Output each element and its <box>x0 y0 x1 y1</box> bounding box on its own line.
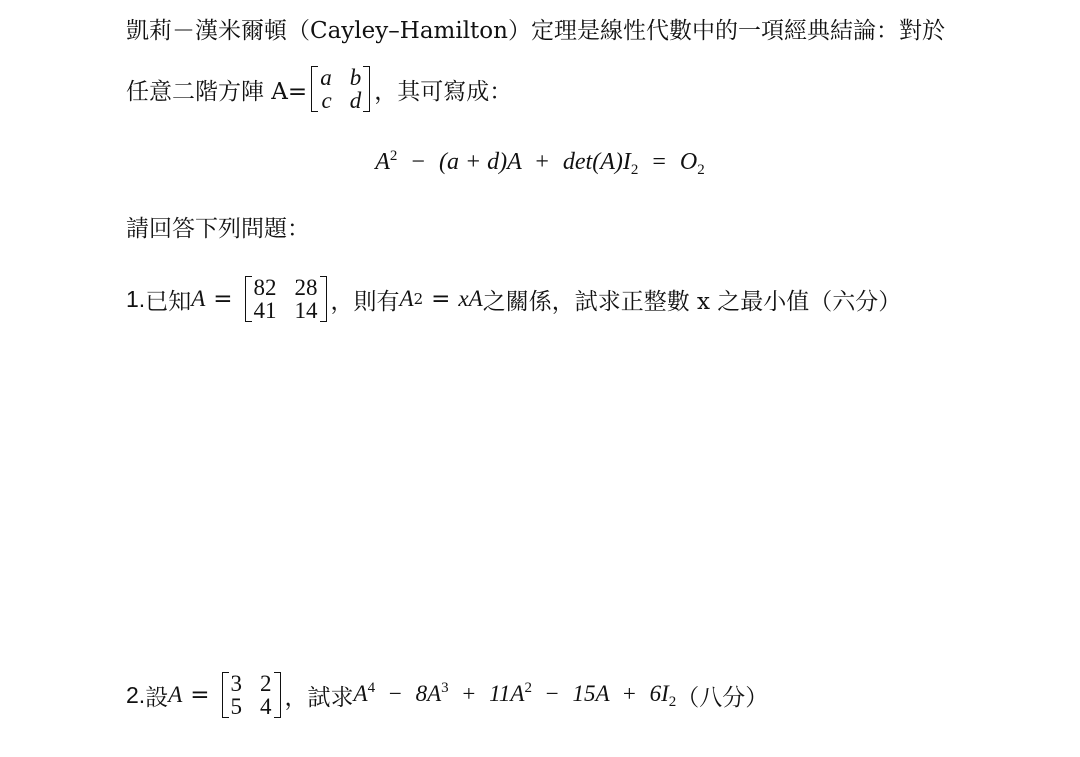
question-2-expression: $A^4 - 8A^3 + 11A^2 - 15A + 6I_2$ <box>353 679 677 710</box>
general-matrix <box>311 66 370 112</box>
q2-entry-11: 3 <box>230 671 243 696</box>
q1-entry-22: 14 <box>294 298 318 323</box>
intro-text-1: 凱莉－漢米爾頓（Cayley–Hamilton）定理是線性代數中的一項經典結論：對於 <box>126 18 945 44</box>
intro-text-2-suffix: ，其可寫成： <box>374 78 513 105</box>
matrix-entry-b: b <box>349 65 362 90</box>
matrix-entry-d: d <box>349 88 362 113</box>
prompt-text: 請回答下列問題： <box>126 216 310 242</box>
intro-text-2-prefix: 任意二階方陣 A= <box>126 78 308 105</box>
q2-entry-12: 2 <box>260 671 272 696</box>
question-2-matrix <box>222 672 281 718</box>
q1-entry-12: 28 <box>294 275 318 300</box>
prompt-line <box>126 210 310 243</box>
matrix-entry-a: a <box>320 65 332 90</box>
intro-line-1 <box>126 12 945 45</box>
question-2-number: 2. <box>126 681 146 708</box>
q1-entry-21: 41 <box>253 298 277 323</box>
q2-entry-22: 4 <box>260 694 272 719</box>
intro-line-2 <box>126 66 512 112</box>
matrix-entry-c: c <box>321 88 332 113</box>
q1-entry-11: 82 <box>253 275 277 300</box>
cayley-hamilton-formula: $A^2 - (a + d)A + \det(A)I_2 = O_2$ <box>375 148 705 178</box>
question-1: 1. 已知 A = 82 28 41 14 ，則有 A 2 = xA 之關係，試求正整數 x 之最小值（六分） <box>126 275 902 323</box>
question-2: 2. 設 A = 3 2 5 4 ，試求 $A^4 - 8A^3 + 11A^2 - 15A + 6I_2$ （八分） <box>126 671 769 719</box>
question-1-number: 1. <box>126 285 146 312</box>
q2-entry-21: 5 <box>230 694 243 719</box>
question-1-matrix <box>245 276 327 322</box>
